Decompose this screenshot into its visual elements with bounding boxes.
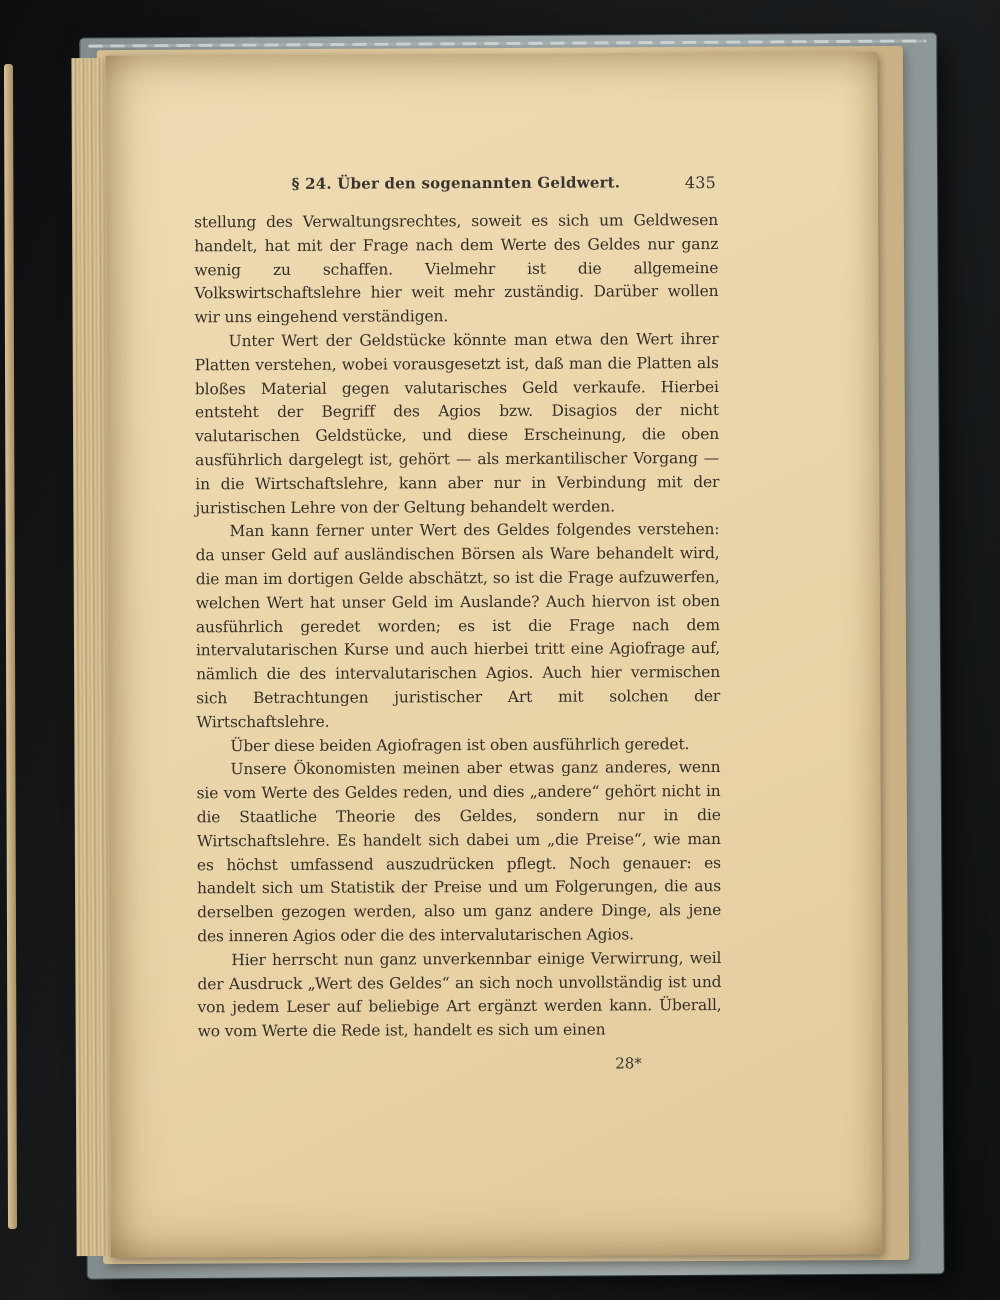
far-left-page-edge — [4, 64, 17, 1229]
paragraph: Über diese beiden Agiofragen ist oben ausführlich geredet. — [230, 734, 690, 755]
book-page — [105, 52, 882, 1257]
signature-mark: 28* — [615, 1054, 642, 1073]
paragraph: stellung des Verwaltungsrechtes, soweit es sich um Geldwesen handelt, hat mit der Frage nach dem Werte des Geldes nur ganz wenig zu schaffen. Vielmehr ist die allgemeine Volkswirtschaftslehre hier weit mehr zuständig. Darüber wollen wir uns eingehend verständigen. — [194, 211, 719, 327]
paragraph: Unsere Ökonomisten meinen aber etwas ganz anderes, wenn sie vom Werte des Geldes reden, und dies „andere“ gehört nicht in die Staatliche Theorie des Geldes, sondern nur in die Wirtschaftslehre. Es handelt sich dabei um „die Preise“, wie man es höchst umfassend auszudrücken pflegt. Noch genauer: es handelt sich um Statistik der Preise und um Folgerungen, die aus derselben gezogen werden, also um ganz andere Dinge, als jene des inneren Agios oder die des intervalutarischen Agios. — [196, 758, 722, 946]
paragraph: Hier herrscht nun ganz unverkennbar einige Verwirrung, weil der Ausdruck „Wert des Geldes“ an sich noch unvollständig ist und von jedem Leser auf beliebige Art ergänzt werden kann. Überall, wo vom Werte die Rede ist, handelt es sich um einen — [197, 948, 722, 1041]
page-header — [194, 173, 718, 197]
page-body — [194, 209, 722, 1044]
page-number: 435 — [684, 173, 716, 193]
paragraph: Unter Wert der Geldstücke könnte man etwa den Wert ihrer Platten verstehen, wobei vorausgesetzt ist, daß man die Platten als bloßes Material gegen valutarisches Geld verkaufe. Hierbei entsteht der Begriff des Agios bzw. Disagios der nicht valutarischen Geldstücke, und diese Erscheinung, die oben ausführlich dargelegt ist, gehört — als merkantilischer Vorgang — in die Wirtschaftslehre, kann aber nur in Verbindung mit der juristischen Lehre von der Geltung behandelt werden. — [194, 330, 720, 517]
running-title: § 24. Über den sogenannten Geldwert. — [291, 173, 621, 193]
paragraph: Man kann ferner unter Wert des Geldes folgendes verstehen: da unser Geld auf ausländischen Börsen als Ware behandelt wird, die man im dortigen Gelde abschätzt, so ist die Frage aufzuwerfen, welchen Wert hat unser Geld im Auslande? Auch hiervon ist oben ausführlich geredet worden; es ist die Frage nach dem intervalutarischen Kurse und auch hierbei tritt eine Agiofrage auf, nämlich die des intervalutarischen Agios. Auch hier vermischen sich Betrachtungen juristischer Art mit solchen der Wirtschaftslehre. — [195, 520, 721, 732]
